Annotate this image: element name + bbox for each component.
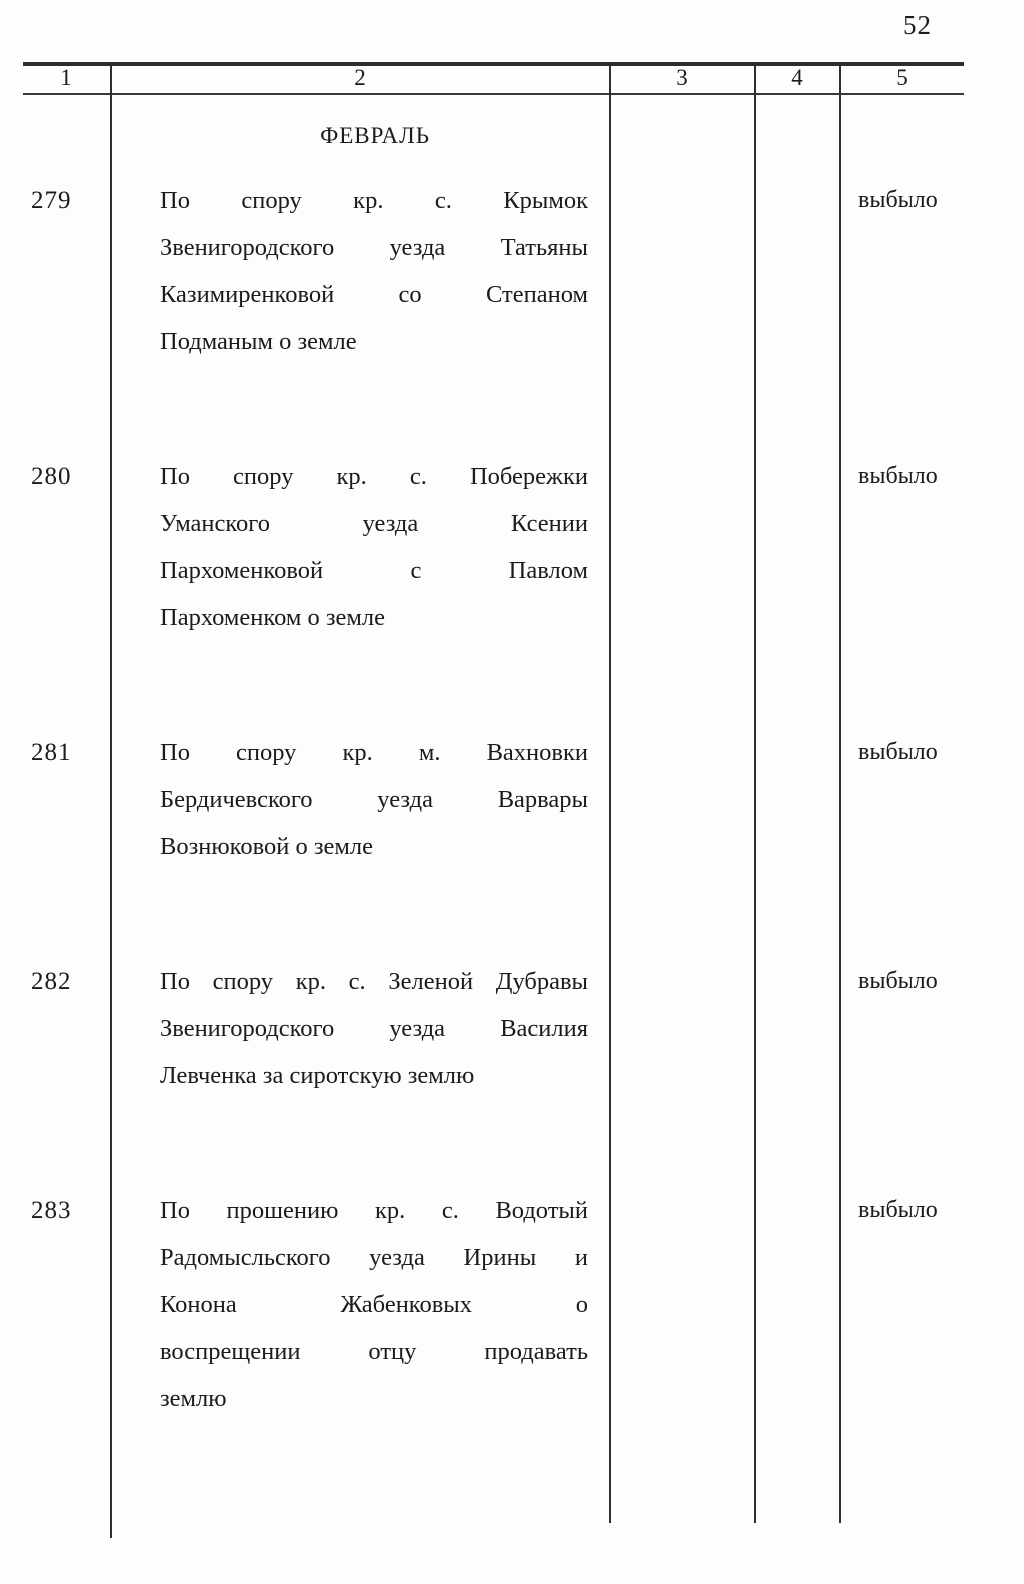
case-status: выбыло <box>858 968 938 994</box>
case-rows <box>0 177 1024 1422</box>
case-description <box>160 177 588 365</box>
table-row <box>0 729 1024 870</box>
table-row <box>0 958 1024 1099</box>
table-body <box>0 95 1024 1510</box>
case-status: выбыло <box>858 463 938 489</box>
case-description-line: По спору кр. м. Вахновки <box>160 739 588 766</box>
case-description-line: По спору кр. с. Побережки <box>160 463 588 490</box>
case-description <box>160 729 588 870</box>
case-number: 283 <box>31 1197 72 1224</box>
case-description-line: Пархоменком о земле <box>160 604 386 631</box>
table-row <box>0 1187 1024 1422</box>
case-description <box>160 453 588 641</box>
case-description-line: Конона Жабенковых о <box>160 1291 588 1318</box>
case-number: 281 <box>31 739 72 766</box>
case-status: выбыло <box>858 187 938 213</box>
case-description-line: Вознюковой о земле <box>160 833 374 860</box>
column-header-1: 1 <box>60 65 72 90</box>
table-row <box>0 453 1024 641</box>
column-header-5: 5 <box>896 65 908 90</box>
case-description-line: воспрещении отцу продавать <box>160 1338 588 1365</box>
table-row <box>0 177 1024 365</box>
case-description-line: Уманского уезда Ксении <box>160 510 588 537</box>
case-description-line: Радомысльского уезда Ирины и <box>160 1244 588 1271</box>
case-description-line: Звенигородского уезда Татьяны <box>160 234 588 261</box>
case-number: 282 <box>31 968 72 995</box>
case-description-line: Пархоменковой с Павлом <box>160 557 588 584</box>
case-number: 280 <box>31 463 72 490</box>
page-number: 52 <box>903 10 932 40</box>
case-description <box>160 958 588 1099</box>
column-header-2: 2 <box>354 65 366 90</box>
case-description-line: По прошению кр. с. Водотый <box>160 1197 588 1224</box>
case-description <box>160 1187 588 1422</box>
case-description-line: Бердичевского уезда Варвары <box>160 786 588 813</box>
column-headers <box>0 63 1024 93</box>
case-status: выбыло <box>858 1197 938 1223</box>
case-description-line: Звенигородского уезда Василия <box>160 1015 588 1042</box>
case-status: выбыло <box>858 739 938 765</box>
case-description-line: Левченка за сиротскую землю <box>160 1062 475 1089</box>
case-description-line: По спору кр. с. Крымок <box>160 187 588 214</box>
case-description-line: Подманым о земле <box>160 328 357 355</box>
case-description-line: землю <box>160 1385 227 1412</box>
case-number: 279 <box>31 187 72 214</box>
case-description-line: По спору кр. с. Зеленой Дубравы <box>160 968 588 995</box>
month-header: ФЕВРАЛЬ <box>320 123 430 148</box>
case-description-line: Казимиренковой со Степаном <box>160 281 588 308</box>
column-header-3: 3 <box>676 65 688 90</box>
column-header-4: 4 <box>791 65 803 90</box>
